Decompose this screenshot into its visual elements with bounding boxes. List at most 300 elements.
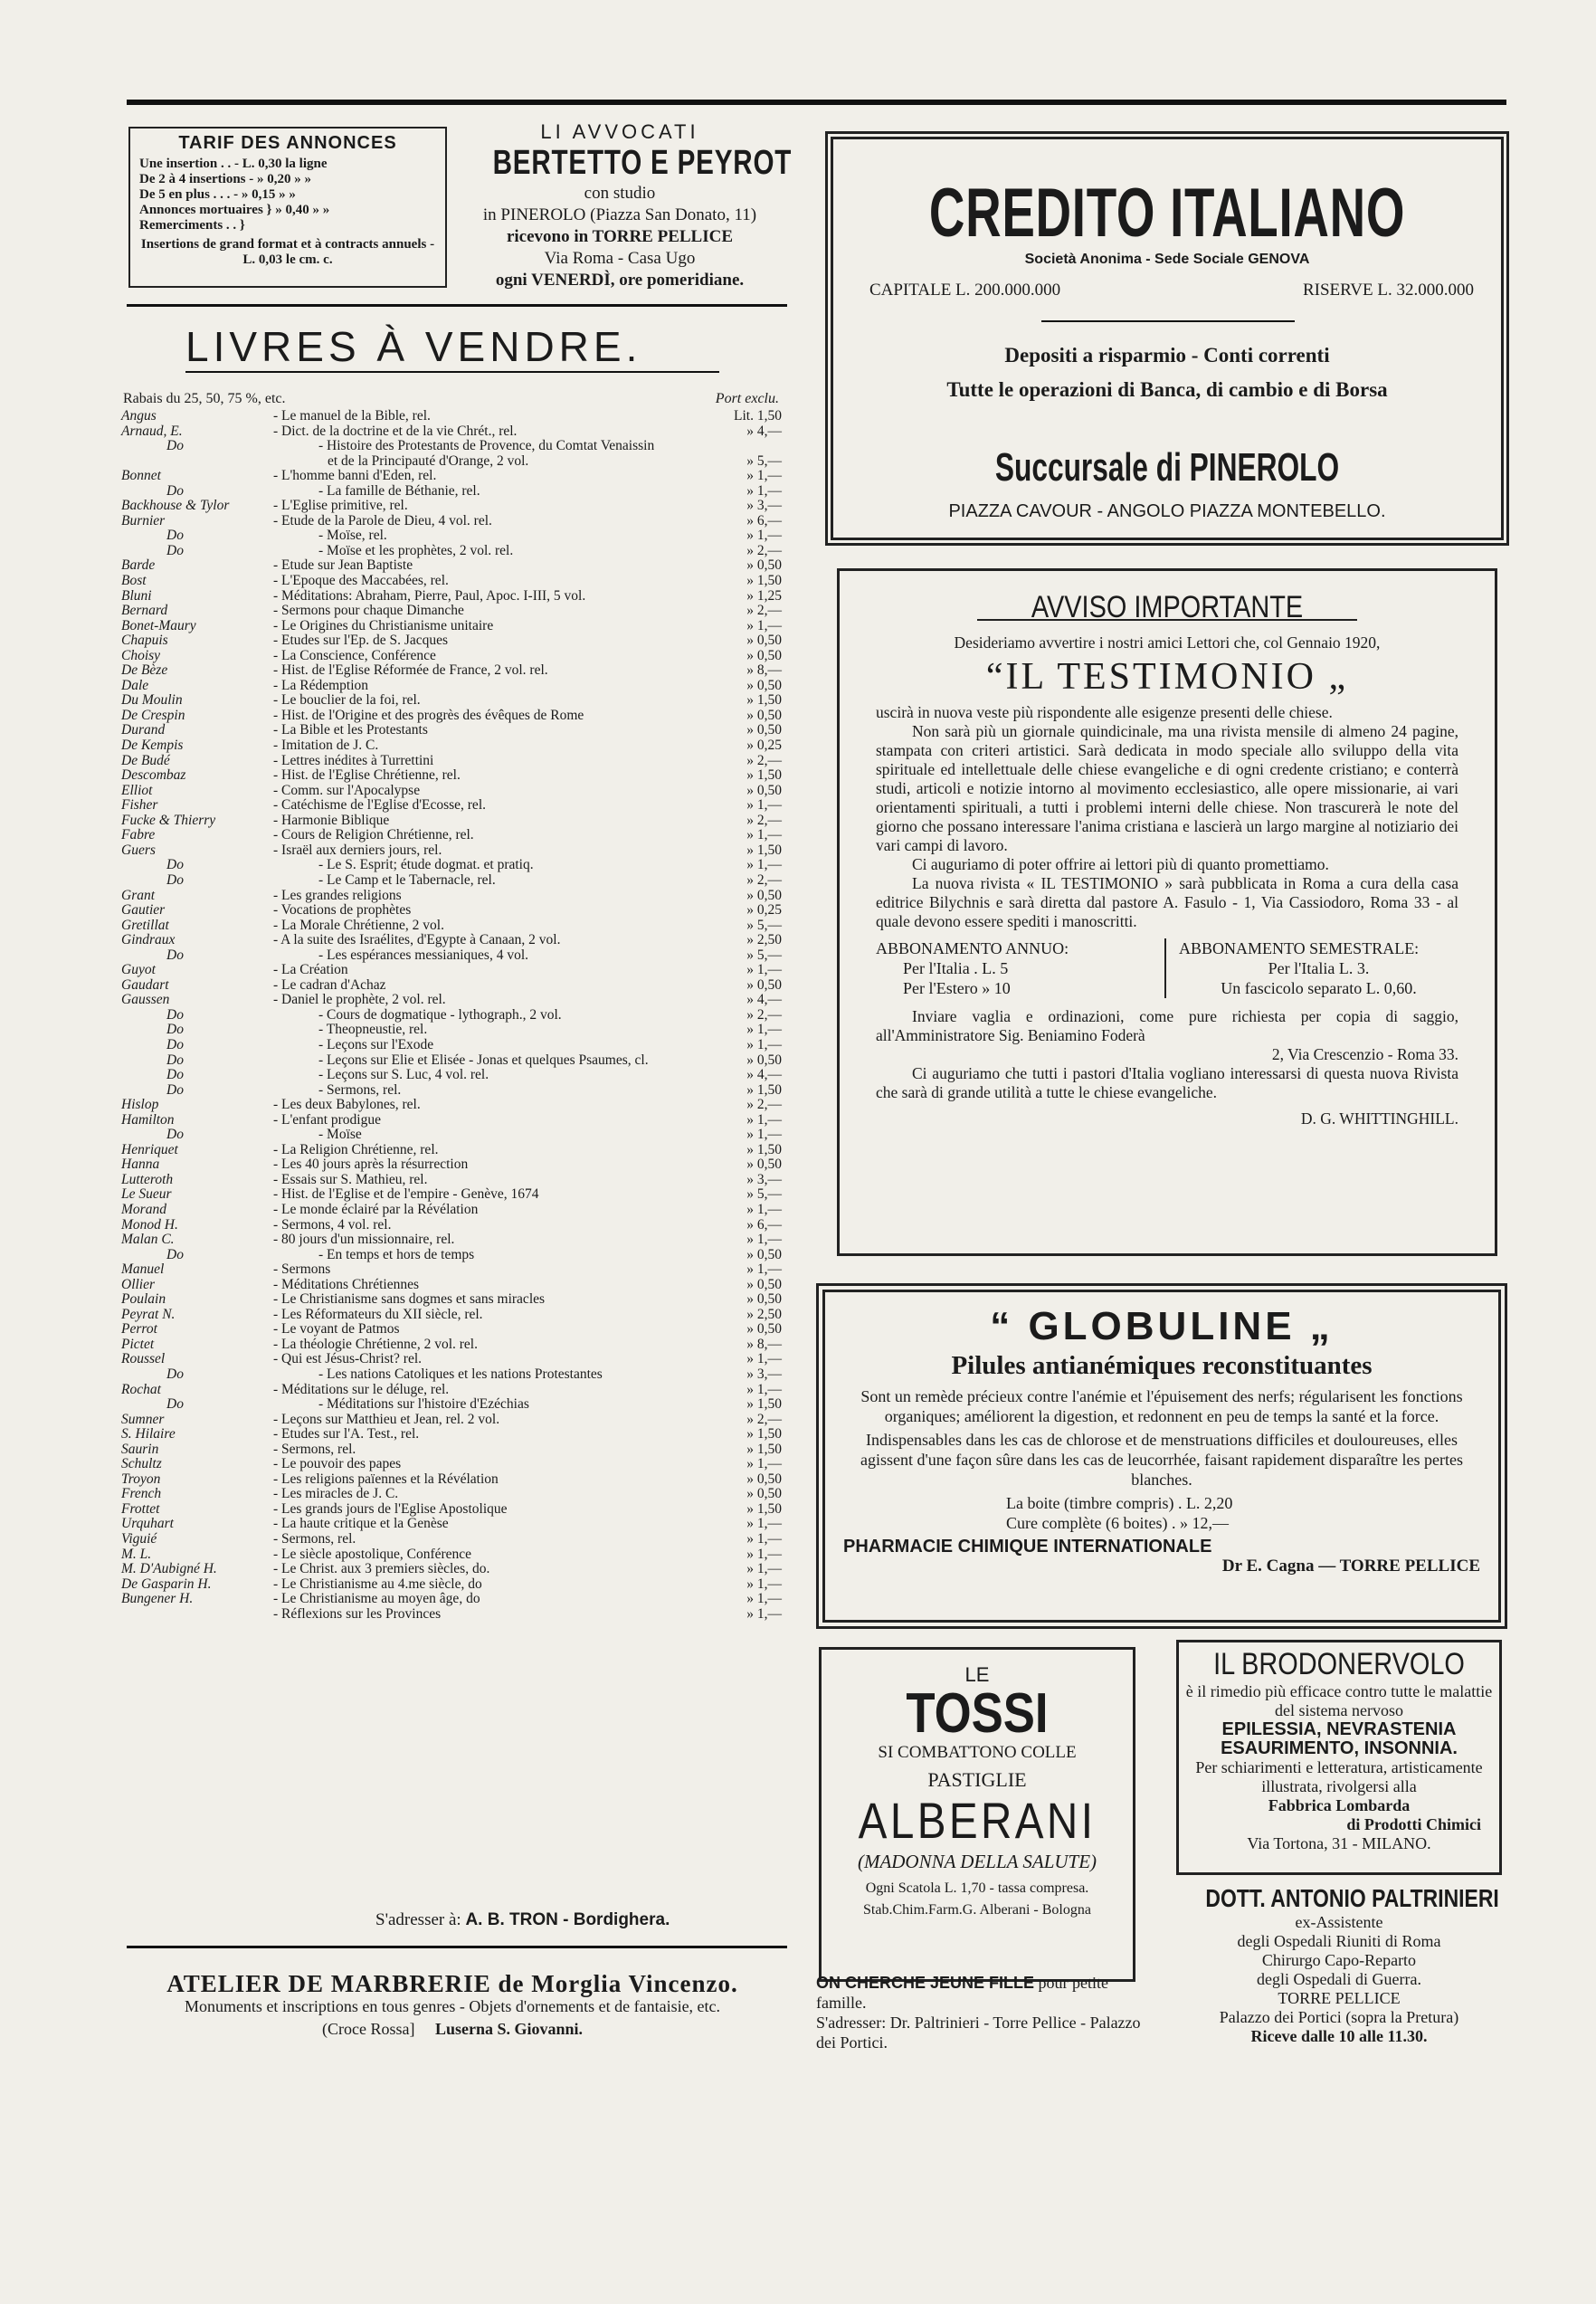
book-author: Lutteroth	[121, 1171, 174, 1187]
book-title: - Hist. de l'Origine et des progrès des évêques de Rome	[273, 708, 584, 723]
book-title: - Etude de la Parole de Dieu, 4 vol. rel.	[273, 513, 492, 528]
avviso-paragraph: Inviare vaglia e ordinazioni, come pure richiesta per copia di saggio, all'Amministratore Sig. Beniamino Foderà	[876, 1007, 1458, 1044]
avvocati-line: in PINEROLO (Piazza San Donato, 11)	[482, 205, 757, 224]
paltrinieri-ad	[1176, 1884, 1502, 2046]
book-price: » 0,25	[746, 738, 782, 754]
book-title: - Les Réformateurs du XII siècle, rel.	[273, 1307, 483, 1322]
book-author: French	[121, 1486, 162, 1502]
book-row	[121, 1262, 782, 1278]
book-row	[121, 604, 782, 619]
paltri-line: Chirurgo Capo-Reparto	[1261, 1951, 1417, 1969]
book-title: - L'homme banni d'Eden, rel.	[273, 469, 437, 484]
book-author: Monod H.	[121, 1216, 178, 1233]
book-author: Troyon	[121, 1471, 161, 1487]
book-row	[121, 828, 782, 843]
book-price	[731, 439, 782, 454]
avviso-box	[837, 568, 1497, 1256]
book-author: Chapuis	[121, 633, 168, 649]
globuline-title: “ GLOBULINE „	[990, 1304, 1334, 1348]
tossi-title: TOSSI	[906, 1682, 1049, 1745]
book-price: » 2,—	[746, 812, 782, 828]
book-price: » 0,50	[746, 707, 782, 723]
book-title: - 80 jours d'un missionnaire, rel.	[273, 1233, 455, 1248]
book-author: Urquhart	[121, 1516, 174, 1532]
book-row	[121, 963, 782, 978]
book-row	[121, 1607, 782, 1623]
book-title: - Réflexions sur les Provinces	[273, 1606, 442, 1622]
book-price: » 2,50	[746, 1306, 782, 1322]
book-price: » 1,50	[746, 1426, 782, 1442]
book-author: Pictet	[121, 1336, 155, 1352]
book-author: Dale	[121, 677, 149, 693]
atelier-line2	[118, 2018, 787, 2041]
tarif-row: De 5 en plus . . . - » 0,15 » »	[139, 187, 296, 202]
book-title: - Les 40 jours après la résurrection	[273, 1157, 469, 1173]
paltri-line: ex-Assistente	[1295, 1913, 1383, 1931]
book-title: - Sermons, rel.	[318, 1082, 402, 1098]
book-price: » 0,50	[746, 1246, 782, 1262]
book-title: - Méditations Chrétiennes	[273, 1277, 419, 1292]
book-author: Do	[166, 1127, 184, 1143]
paltri-title: DOTT. ANTONIO PALTRINIERI	[1205, 1884, 1499, 1912]
avvocati-names: BERTETTO E PEYROT	[492, 144, 793, 182]
credito-riserve: RISERVE L. 32.000.000	[1302, 281, 1474, 300]
sem-fascicolo: Un fascicolo separato L. 0,60.	[1221, 979, 1417, 997]
book-author: Saurin	[121, 1441, 159, 1457]
avviso-intro: Desideriamo avvertire i nostri amici Lettori che, col Gennaio 1920,	[954, 633, 1381, 652]
paltri-line: TORRE PELLICE	[1278, 1989, 1401, 2007]
brodo-line: Per schiarimenti e letteratura, artisticamente illustrata, rivolgersi alla	[1195, 1758, 1483, 1795]
book-price: » 1,50	[746, 842, 782, 858]
book-row	[121, 469, 782, 484]
book-author: Bungener H.	[121, 1591, 194, 1607]
book-row	[121, 709, 782, 724]
paltri-line: Palazzo dei Portici (sopra la Pretura)	[1219, 2008, 1459, 2026]
book-price: » 1,50	[746, 767, 782, 784]
book-title: - Le Christianisme sans dogmes et sans miracles	[273, 1292, 546, 1308]
book-title: - Comm. sur l'Apocalypse	[273, 783, 421, 798]
credito-capitale: CAPITALE L. 200.000.000	[869, 281, 1061, 300]
book-price: » 0,50	[746, 1321, 782, 1338]
avviso-paragraph: Non sarà più un giornale quindicinale, ma una rivista mensile di almeno 24 pagine, stampata con criteri artistici. Sarà dedicata in modo speciale allo sviluppo della vita spirituale ed intellettuale delle chiese evangeliche e di ogni credente cristiano; e conterrà studi, articoli e notizie intorno al movimento ecclesiastico, alle opere missionarie, ai vari orientamenti spirituali, a tutti i problemi interni delle chiese. Non trascurerà le note del giorno che possano interessare l'anima cristiana e lascierà un largo margine al notiziario dei vari campi di lavoro.	[876, 722, 1458, 854]
book-price: » 0,50	[746, 647, 782, 663]
book-row	[121, 784, 782, 799]
avviso-testimonio: “IL TESTIMONIO „	[985, 656, 1349, 698]
book-author: De Gasparin H.	[121, 1576, 212, 1592]
book-price: » 1,50	[746, 1081, 782, 1098]
book-row	[121, 993, 782, 1008]
book-price: » 4,—	[746, 1067, 782, 1083]
book-title: - Catéchisme de l'Eglise d'Ecosse, rel.	[273, 798, 486, 814]
book-row	[121, 948, 782, 964]
port-text: Port exclu.	[715, 391, 779, 406]
book-row	[121, 1038, 782, 1053]
avviso-title: AVVISO IMPORTANTE	[1031, 590, 1304, 624]
avviso-address: 2, Via Crescenzio - Roma 33.	[1271, 1045, 1458, 1063]
book-title: - Méditations sur l'histoire d'Ezéchias	[318, 1397, 529, 1413]
book-author: Malan C.	[121, 1232, 175, 1248]
book-title: - L'enfant prodigue	[273, 1112, 381, 1128]
book-title: - Sermons pour chaque Dimanche	[273, 604, 464, 619]
credito-succursale: Succursale di PINEROLO	[994, 445, 1340, 490]
book-row	[121, 544, 782, 559]
book-title: - La famille de Béthanie, rel.	[318, 483, 480, 499]
book-price: » 1,25	[746, 587, 782, 604]
book-author: Do	[166, 1006, 184, 1023]
book-row	[121, 1427, 782, 1442]
book-title: - Le Origines du Christianisme unitaire	[273, 618, 494, 633]
book-row	[121, 454, 782, 470]
tarif-title: TARIF DES ANNONCES	[178, 133, 397, 153]
book-author: Do	[166, 1081, 184, 1098]
book-title: - Cours de dogmatique - lythograph., 2 vol.	[318, 1007, 562, 1023]
book-title: - Qui est Jésus-Christ? rel.	[273, 1352, 423, 1367]
book-row	[121, 723, 782, 738]
book-title: - Le Christ. aux 3 premiers siècles, do.	[273, 1562, 490, 1577]
book-price: » 2,—	[746, 1006, 782, 1023]
book-title: - Theopneustie, rel.	[318, 1023, 428, 1038]
book-title: - Le S. Esprit; étude dogmat. et pratiq.	[318, 858, 534, 873]
book-list	[121, 409, 782, 1622]
book-title: - Le cadran d'Achaz	[273, 977, 386, 993]
book-author: Gindraux	[121, 932, 176, 948]
book-title: - Sermons	[273, 1262, 331, 1278]
book-row	[121, 1308, 782, 1323]
book-author: Ollier	[121, 1276, 156, 1292]
book-title: - L'Eglise primitive, rel.	[273, 499, 408, 514]
book-author: M. D'Aubigné H.	[121, 1561, 217, 1577]
book-row	[121, 1457, 782, 1472]
livres-header	[123, 391, 779, 407]
book-price: » 0,50	[746, 782, 782, 798]
book-author: Angus	[121, 408, 157, 424]
book-price: » 1,—	[746, 1351, 782, 1367]
book-title: - Etudes sur l'Ep. de S. Jacques	[273, 633, 449, 649]
book-row	[121, 1367, 782, 1383]
book-price: » 1,50	[746, 573, 782, 589]
book-price: » 3,—	[746, 1366, 782, 1382]
book-author: Rochat	[121, 1381, 161, 1397]
book-row	[121, 693, 782, 709]
book-author: De Budé	[121, 752, 170, 768]
avvocati-line: ricevono in TORRE PELLICE	[506, 227, 734, 246]
credito-operazioni: Tutte le operazioni di Banca, di cambio e di Borsa	[946, 378, 1388, 401]
book-row	[121, 1487, 782, 1502]
tossi-price: Ogni Scatola L. 1,70 - tassa compresa.	[865, 1880, 1089, 1896]
book-row	[121, 1128, 782, 1143]
book-row	[121, 1502, 782, 1518]
book-price: » 0,50	[746, 1486, 782, 1502]
globuline-price: Cure complète (6 boites) . » 12,—	[1006, 1514, 1229, 1532]
globuline-text: Sont un remède précieux contre l'anémie et l'épuisement des nerfs; régularisent les fonctions organiques; améliorent la digestion, et redonnent en peu de temps la santé et la force.	[860, 1387, 1463, 1425]
book-author: M. L.	[121, 1546, 152, 1562]
book-title: - Dict. de la doctrine et de la vie Chrét., rel.	[273, 424, 518, 439]
book-row	[121, 1233, 782, 1248]
credito-divider	[1041, 320, 1295, 322]
avviso-paragraph: Ci auguriamo di poter offrire ai lettori più di quanto promettiamo.	[912, 855, 1329, 873]
book-author: Do	[166, 1022, 184, 1038]
book-row	[121, 768, 782, 784]
book-title: - L'Epoque des Maccabées, rel.	[273, 574, 449, 589]
book-row	[121, 679, 782, 694]
tossi-ad	[819, 1647, 1135, 1982]
avvocati-line: con studio	[584, 184, 656, 203]
book-price: » 2,—	[746, 603, 782, 619]
tossi-alberani: ALBERANI	[858, 1792, 1097, 1849]
book-price: » 0,50	[746, 887, 782, 903]
book-author: Bost	[121, 573, 147, 589]
book-price: » 6,—	[746, 512, 782, 528]
book-author: Peyrat N.	[121, 1306, 176, 1322]
tarif-row: Remerciments . . }	[139, 218, 245, 233]
book-row	[121, 484, 782, 500]
book-price: » 0,50	[746, 633, 782, 649]
book-title: - Vocations de prophètes	[273, 903, 412, 919]
book-row	[121, 1292, 782, 1308]
book-price: Lit. 1,50	[734, 408, 782, 424]
book-price: » 0,50	[746, 1291, 782, 1308]
book-title: - Leçons sur l'Exode	[318, 1037, 434, 1052]
book-price: » 0,25	[746, 902, 782, 919]
book-price: » 1,—	[746, 528, 782, 544]
book-row	[121, 1187, 782, 1203]
tossi-pastiglie: PASTIGLIE	[927, 1768, 1027, 1791]
book-author: Guers	[121, 842, 156, 858]
book-row	[121, 1397, 782, 1413]
book-price: » 1,—	[746, 827, 782, 843]
book-title: - Histoire des Protestants de Provence, du Comtat Venaissin	[318, 439, 655, 454]
avviso-paragraph: Ci auguriamo che tutti i pastori d'Italia vogliano interessarsi di questa nuova Rivista che sarà di grande utilità a tutte le chiese evangeliche.	[876, 1064, 1458, 1101]
book-author: Do	[166, 857, 184, 873]
livres-title: LIVRES À VENDRE.	[185, 323, 642, 370]
book-row	[121, 1113, 782, 1128]
book-author: Le Sueur	[121, 1186, 172, 1203]
book-author: De Kempis	[121, 738, 184, 754]
book-price: » 5,—	[746, 452, 782, 469]
book-author: Choisy	[121, 647, 161, 663]
book-row	[121, 1413, 782, 1428]
tarif-row: Une insertion . . - L. 0,30 la ligne	[139, 157, 328, 171]
book-price: » 3,—	[746, 498, 782, 514]
annuo-italia: Per l'Italia . L. 5	[903, 959, 1009, 977]
book-row	[121, 1547, 782, 1563]
annuo-title: ABBONAMENTO ANNUO:	[876, 939, 1069, 957]
book-price: » 8,—	[746, 1336, 782, 1352]
left-column-rule	[127, 304, 787, 307]
book-price: » 2,—	[746, 871, 782, 888]
book-author: Morand	[121, 1201, 166, 1217]
avviso-paragraph: uscirà in nuova veste più rispondente alle esigenze presenti delle chiese.	[876, 703, 1333, 721]
book-author: Durand	[121, 722, 166, 738]
globuline-pharmacy: PHARMACIE CHIMIQUE INTERNATIONALE	[843, 1537, 1212, 1557]
book-price: » 0,50	[746, 976, 782, 993]
atelier-title: ATELIER DE MARBRERIE de Morglia Vincenzo.	[166, 1970, 738, 1997]
book-author: Fucke & Thierry	[121, 812, 216, 828]
book-author: Bonet-Maury	[121, 617, 196, 633]
atelier-line: Monuments et inscriptions en tous genres - Objets d'ornements et de fantaisie, etc.	[184, 1997, 721, 2015]
avvocati-title: LI AVVOCATI	[540, 120, 699, 143]
book-row	[121, 1562, 782, 1577]
book-price: » 1,50	[746, 1500, 782, 1517]
book-price: » 1,—	[746, 1261, 782, 1278]
book-price: » 1,—	[746, 1456, 782, 1472]
book-author: Do	[166, 1366, 184, 1382]
book-title: - A la suite des Israélites, d'Egypte à Canaan, 2 vol.	[273, 933, 561, 948]
tarif-row: De 2 à 4 insertions - » 0,20 » »	[139, 172, 311, 186]
book-author: Barde	[121, 557, 156, 574]
book-row	[121, 754, 782, 769]
book-price: » 1,—	[746, 1381, 782, 1397]
book-row	[121, 889, 782, 904]
book-price: » 5,—	[746, 947, 782, 963]
book-row	[121, 1352, 782, 1367]
paltri-hours: Riceve dalle 10 alle 11.30.	[1250, 2027, 1428, 2045]
book-title: - Hist. de l'Eglise Réformée de France, 2 vol. rel.	[273, 663, 548, 679]
book-title: - En temps et hors de temps	[318, 1247, 475, 1262]
avvocati-ad	[457, 120, 793, 291]
book-title: - Imitation de J. C.	[273, 738, 379, 754]
book-price: » 2,50	[746, 932, 782, 948]
abbonamento-semestrale	[1166, 938, 1458, 998]
book-title: - Les religions païennes et la Révélation	[273, 1471, 499, 1487]
book-title: - La Religion Chrétienne, rel.	[273, 1142, 439, 1157]
book-title: - Moïse, rel.	[318, 528, 387, 544]
book-title: - Moïse et les prophètes, 2 vol. rel.	[318, 543, 514, 558]
book-row	[121, 1532, 782, 1547]
book-title: - Etude sur Jean Baptiste	[273, 558, 413, 574]
book-author: Descombaz	[121, 767, 186, 784]
book-price: » 1,—	[746, 1111, 782, 1128]
book-row	[121, 919, 782, 934]
book-title: - La Conscience, Conférence	[273, 648, 436, 663]
book-title: - Leçons sur S. Luc, 4 vol. rel.	[318, 1068, 489, 1083]
jeune-title: ON CHERCHE JEUNE FILLE	[816, 1974, 1035, 1992]
book-row	[121, 1248, 782, 1263]
book-title: - Les grandes religions	[273, 888, 402, 903]
book-row	[121, 1517, 782, 1532]
book-row	[121, 1577, 782, 1593]
book-title: - La Création	[273, 963, 348, 978]
tron-contact	[375, 1910, 670, 1930]
book-row	[121, 843, 782, 859]
book-author: Burnier	[121, 512, 166, 528]
book-author	[121, 454, 273, 470]
book-title: - Le voyant de Patmos	[273, 1322, 400, 1338]
book-author: Elliot	[121, 782, 153, 798]
brodo-title: IL BRODONERVOLO	[1213, 1647, 1465, 1681]
book-title: - Le bouclier de la foi, rel.	[273, 693, 421, 709]
book-price: » 1,—	[746, 1036, 782, 1052]
book-row	[121, 903, 782, 919]
book-author: Fisher	[121, 797, 158, 814]
book-author: Do	[166, 1036, 184, 1052]
tossi-le: LE	[964, 1663, 990, 1686]
book-author: Bluni	[121, 587, 152, 604]
book-price: » 0,50	[746, 557, 782, 574]
book-row	[121, 978, 782, 994]
book-row	[121, 1472, 782, 1488]
tossi-line: SI COMBATTONO COLLE	[878, 1743, 1077, 1762]
book-title: - La théologie Chrétienne, 2 vol. rel.	[273, 1337, 478, 1352]
atelier-location: (Croce Rossa]	[321, 2020, 415, 2038]
book-title: - Lettres inédites à Turrettini	[273, 753, 434, 768]
book-row	[121, 1278, 782, 1293]
book-row	[121, 798, 782, 814]
book-author: Do	[166, 438, 184, 454]
book-price: » 1,—	[746, 1201, 782, 1217]
book-row	[121, 873, 782, 889]
book-price: » 1,50	[746, 1141, 782, 1157]
book-title: - Le siècle apostolique, Conférence	[273, 1547, 472, 1562]
book-row	[121, 738, 782, 754]
book-row	[121, 589, 782, 605]
abbonamenti	[876, 938, 1458, 998]
book-row	[121, 1023, 782, 1038]
book-price: » 1,—	[746, 1591, 782, 1607]
book-author: Poulain	[121, 1291, 166, 1308]
book-author: Do	[166, 1052, 184, 1068]
book-author	[121, 1607, 273, 1623]
book-price: » 1,—	[746, 468, 782, 484]
book-title: - Cours de Religion Chrétienne, rel.	[273, 828, 474, 843]
credito-address: PIAZZA CAVOUR - ANGOLO PIAZZA MONTEBELLO.	[948, 501, 1386, 521]
book-author: Gaudart	[121, 976, 169, 993]
jeune-fille-ad	[816, 1973, 1160, 2052]
book-price: » 1,—	[746, 1561, 782, 1577]
book-title: - La haute critique et la Genèse	[273, 1517, 449, 1532]
book-title: - Hist. de l'Eglise Chrétienne, rel.	[273, 768, 461, 784]
book-row	[121, 649, 782, 664]
rabais-text: Rabais du 25, 50, 75 %, etc.	[123, 391, 286, 406]
book-price: » 4,—	[746, 992, 782, 1008]
book-row	[121, 858, 782, 873]
book-price: » 0,50	[746, 1276, 782, 1292]
book-price: » 1,—	[746, 482, 782, 499]
tarif-note: Insertions de grand format et à contracts annuels - L. 0,03 le cm. c.	[140, 237, 435, 267]
credito-sub: Società Anonima - Sede Sociale GENOVA	[1024, 252, 1310, 267]
book-title: - Les nations Catoliques et les nations Protestantes	[318, 1367, 603, 1382]
brodonervolo-ad	[1176, 1640, 1502, 1875]
book-title: - Harmonie Biblique	[273, 813, 390, 828]
book-price: » 2,—	[746, 1411, 782, 1427]
book-row	[121, 409, 782, 424]
jeune-contact: S'adresser: Dr. Paltrinieri - Torre Pellice - Palazzo dei Portici.	[816, 2014, 1141, 2052]
book-row	[121, 633, 782, 649]
book-row	[121, 424, 782, 440]
book-author: Do	[166, 947, 184, 963]
livres-bottom-rule	[127, 1946, 787, 1948]
book-title: - Etudes sur l'A. Test., rel.	[273, 1427, 420, 1442]
book-title: - Les espérances messianiques, 4 vol.	[318, 947, 529, 963]
book-row	[121, 1203, 782, 1218]
book-row	[121, 514, 782, 529]
book-row	[121, 1083, 782, 1099]
book-author: Gaussen	[121, 992, 170, 1008]
book-price: » 5,—	[746, 1186, 782, 1203]
globuline-sub: Pilules antianémiques reconstituantes	[951, 1351, 1373, 1380]
book-price: » 1,—	[746, 1516, 782, 1532]
book-price: » 0,50	[746, 722, 782, 738]
globuline-ad	[816, 1283, 1507, 1629]
book-price: » 1,—	[746, 1531, 782, 1547]
brodo-line: è il rimedio più efficace contro tutte le malattie del sistema nervoso	[1185, 1682, 1493, 1719]
book-price: » 0,50	[746, 1052, 782, 1068]
credito-title: CREDITO ITALIANO	[928, 175, 1406, 252]
book-title: - Méditations sur le déluge, rel.	[273, 1382, 450, 1397]
book-price: » 8,—	[746, 662, 782, 679]
avviso-signature: D. G. WHITTINGHILL.	[1300, 1109, 1458, 1128]
book-row	[121, 528, 782, 544]
